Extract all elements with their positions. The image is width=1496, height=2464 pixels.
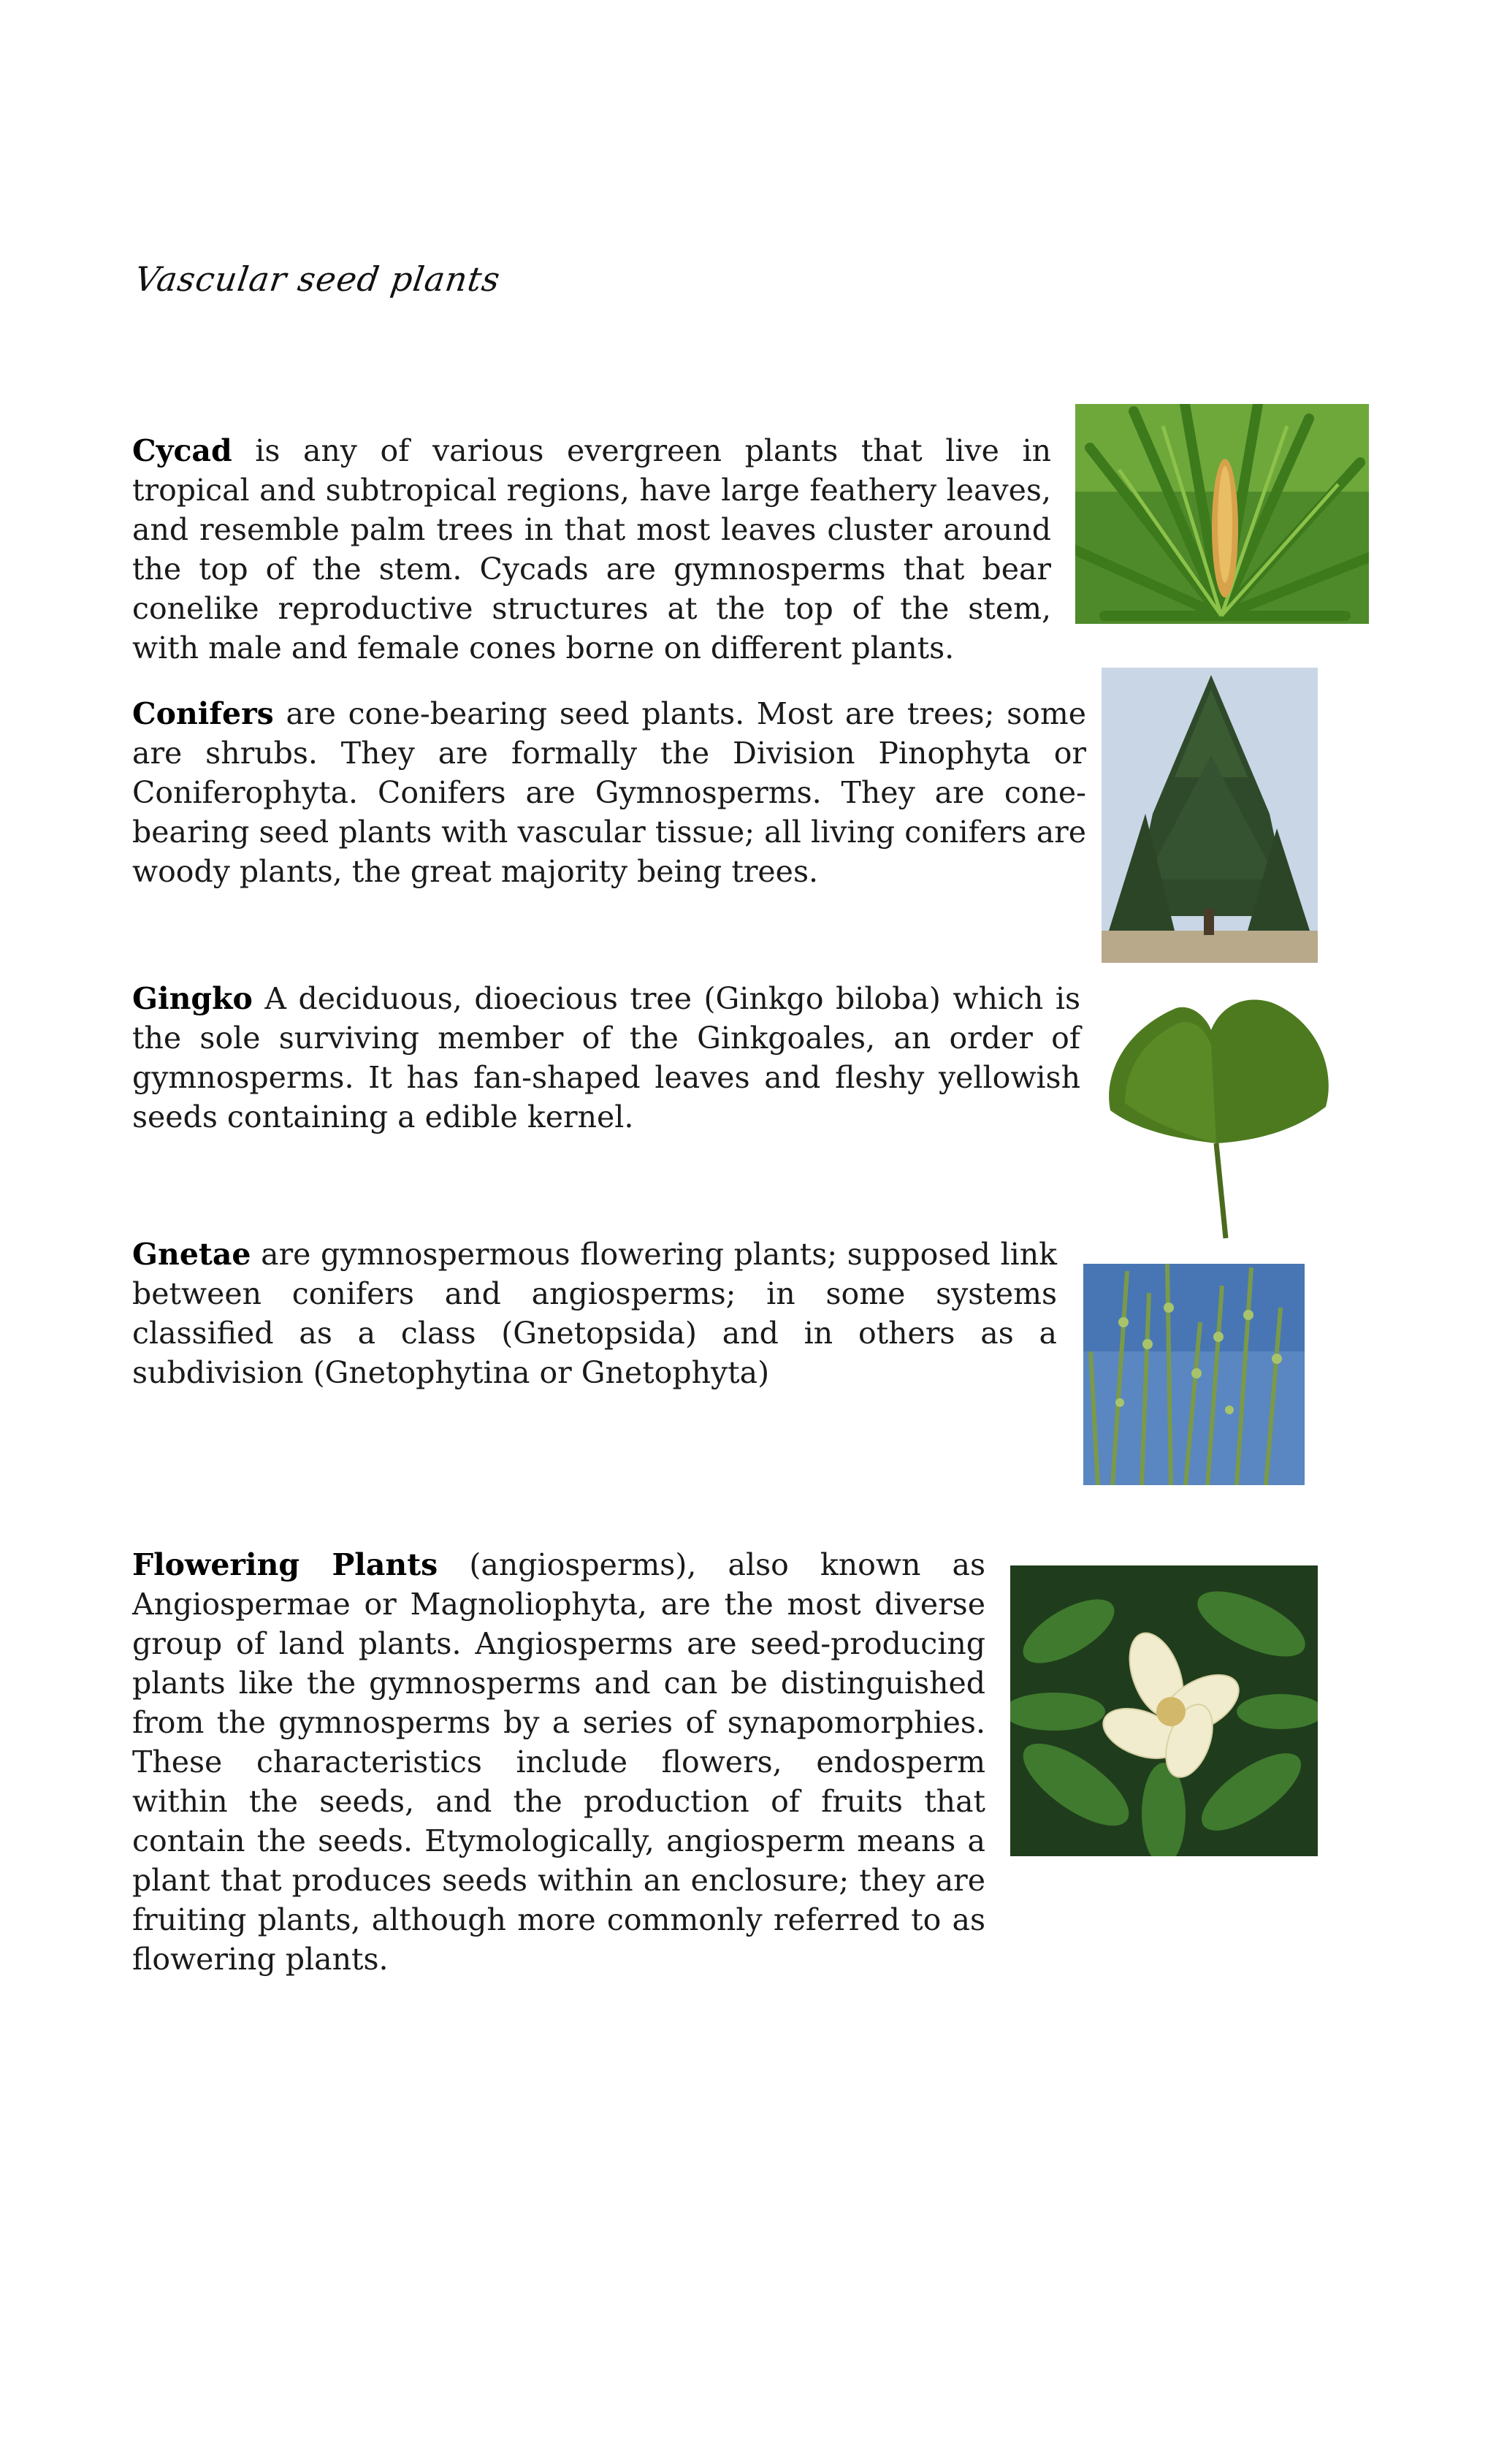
term-gnetae: Gnetae [132, 1237, 251, 1272]
text-gingko: A deciduous, dioecious tree (Ginkgo biloba) which is the sole surviving member of the Ginkgoales, an order of gymnosperms. It has fan-shaped leaves and fleshy yellowish seeds containing a edible kernel. [132, 981, 1080, 1134]
term-gingko: Gingko [132, 981, 253, 1016]
text-cycad: is any of various evergreen plants that live in tropical and subtropical regions, have large feathery leaves, and resemble palm trees in that most leaves cluster around the top of the stem. Cycads are gymnosperms that bear conelike reproductive structures at the top of the stem, with male and female cones borne on different plants. [132, 433, 1051, 665]
paragraph-flowering-plants [132, 1545, 985, 1979]
page-title: Vascular seed plants [132, 259, 503, 299]
cycad-photo [1075, 404, 1369, 624]
magnolia-photo [1010, 1565, 1318, 1856]
paragraph-cycad [132, 431, 1051, 668]
term-conifers: Conifers [132, 696, 274, 731]
term-flowering-plants: Flowering Plants [132, 1547, 438, 1582]
ginkgo-leaf-photo [1096, 986, 1337, 1242]
term-cycad: Cycad [132, 433, 232, 468]
conifer-photo [1102, 668, 1318, 963]
paragraph-gnetae [132, 1235, 1057, 1392]
text-gnetae: are gymnospermous flowering plants; supposed link between conifers and angiosperms; in some systems classified as a class (Gnetopsida) and in others as a subdivision (Gnetophytina or Gnetophyta) [132, 1237, 1057, 1390]
text-flowering-plants: (angiosperms), also known as Angiospermae or Magnoliophyta, are the most diverse group of land plants. Angiosperms are seed-producing plants like the gymnosperms and can be distinguished from the gymnosperms by a series of synapomorphies. These characteristics include flowers, endosperm within the seeds, and the production of fruits that contain the seeds. Etymologically, angiosperm means a plant that produces seeds within an enclosure; they are fruiting plants, although more commonly referred to as flowering plants. [132, 1547, 985, 1977]
gnetae-photo [1083, 1264, 1305, 1485]
paragraph-conifers [132, 694, 1086, 891]
text-conifers: are cone-bearing seed plants. Most are trees; some are shrubs. They are formally the Division Pinophyta or Coniferophyta. Conifers are Gymnosperms. They are cone-bearing seed plants with vascular tissue; all living conifers are woody plants, the great majority being trees. [132, 696, 1086, 889]
paragraph-gingko [132, 979, 1080, 1137]
